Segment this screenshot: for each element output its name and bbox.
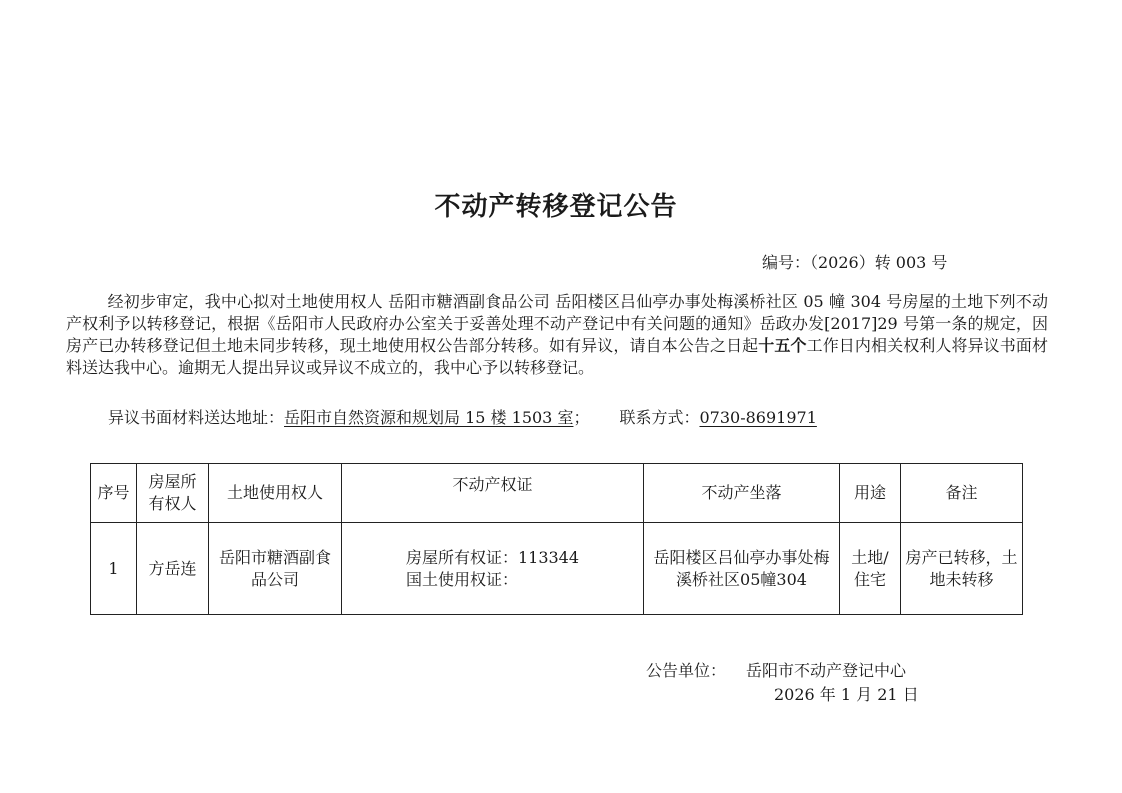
body-text-part1: 经初步审定，我中心拟对土地使用权人 岳阳市糖酒副食品公司 岳阳楼区吕仙亭办事处梅溪桥社区 05 幢 304 号房屋的土地下列不动产权利予以转移登记，根据《岳阳市人民政府办公室关于妥善处理不动产登记中有关问题的通知》岳政办发[2017]29 号第一条的规定，因房产已办转移登记但土地未同步转移，现土地使用权公告部分转移。如有异议，请自本公告之日起 xyxy=(66,292,1048,355)
objection-address-line xyxy=(108,405,817,428)
footer-unit xyxy=(646,658,906,681)
header-remark: 备注 xyxy=(901,464,1023,523)
cell-land-certificate: 国土使用权证： xyxy=(405,569,518,589)
notice-body xyxy=(66,291,1048,379)
cell-house-owner: 方岳连 xyxy=(137,523,209,615)
header-index: 序号 xyxy=(91,464,137,523)
document-number: 编号：（2026）转 003 号 xyxy=(762,253,948,272)
header-house-owner: 房屋所有权人 xyxy=(137,464,209,523)
header-location: 不动产坐落 xyxy=(644,464,840,523)
property-table xyxy=(90,463,1023,615)
cell-location: 岳阳楼区吕仙亭办事处梅溪桥社区05幢304 xyxy=(644,523,840,615)
header-land-user: 土地使用权人 xyxy=(209,464,342,523)
objection-label: 异议书面材料送达地址： xyxy=(108,408,285,427)
table-header-row xyxy=(91,464,1023,523)
objection-address: 岳阳市自然资源和规划局 15 楼 1503 室 xyxy=(284,408,574,427)
footer-unit-label: 公告单位： xyxy=(646,661,727,680)
cell-remark: 房产已转移，土地未转移 xyxy=(901,523,1023,615)
cell-usage: 土地/住宅 xyxy=(840,523,901,615)
body-text-part2: 工作日内相关权利人将异议书面材料送达我中心。逾期无人提出异议或异议不成立的，我中心予以转移登记。 xyxy=(66,336,1048,377)
body-emphasis-deadline: 十五个 xyxy=(758,336,807,355)
notice-title: 不动产转移登记公告 xyxy=(434,192,678,222)
cell-certificate xyxy=(342,523,644,615)
header-usage: 用途 xyxy=(840,464,901,523)
cell-land-user: 岳阳市糖酒副食品公司 xyxy=(209,523,342,615)
cell-house-certificate: 房屋所有权证：113344 xyxy=(405,547,580,567)
footer-date: 2026 年 1 月 21 日 xyxy=(774,685,919,704)
contact-label: 联系方式： xyxy=(619,408,700,427)
footer-unit-name: 岳阳市不动产登记中心 xyxy=(746,661,907,680)
table-row xyxy=(91,523,1023,615)
cell-index: 1 xyxy=(91,523,137,615)
header-certificate: 不动产权证 xyxy=(342,464,644,523)
objection-separator: ； xyxy=(573,408,590,427)
contact-phone: 0730-8691971 xyxy=(699,408,817,427)
